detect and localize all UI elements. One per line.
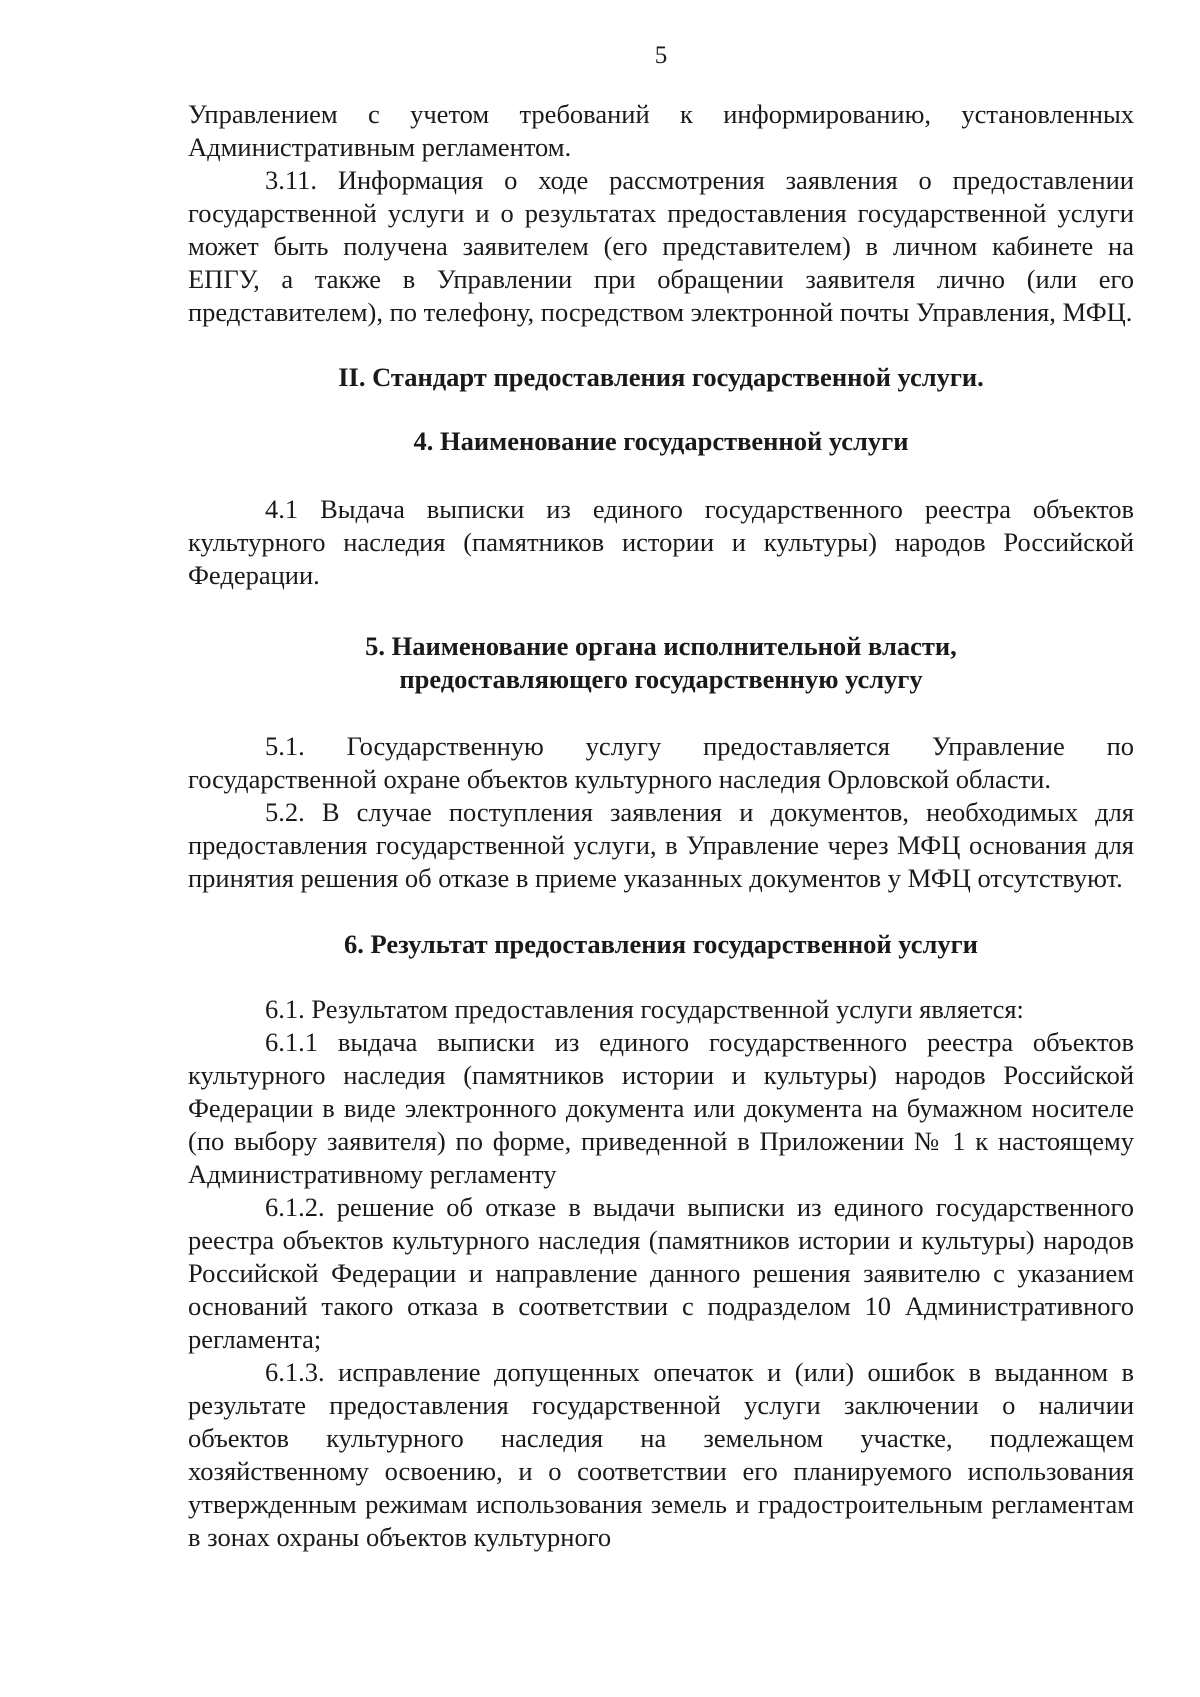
- paragraph-6-1-2: 6.1.2. решение об отказе в выдачи выписки из единого государственного реестра объектов культурного наследия (памятников истории и культуры) народов Российской Федерации и направление данного решения заявителю с указанием оснований такого отказа в соответствии с подразделом 10 Административного регламента;: [188, 1192, 1134, 1354]
- paragraph-6-1: 6.1. Результатом предоставления государственной услуги является:: [265, 994, 1024, 1024]
- heading-section-5-line-1: 5. Наименование органа исполнительной власти,: [365, 631, 957, 661]
- paragraph-5-2: 5.2. В случае поступления заявления и документов, необходимых для предоставления государственной услуги, в Управление через МФЦ основания для принятия решения об отказе в приеме указанных документов у МФЦ отсутствуют.: [188, 797, 1134, 893]
- paragraph-6-1-1: 6.1.1 выдача выписки из единого государственного реестра объектов культурного наследия (памятников истории и культуры) народов Российской Федерации в виде электронного документа или документа на бумажном носителе (по выбору заявителя) по форме, приведенной в Приложении № 1 к настоящему Административному регламенту: [188, 1027, 1134, 1189]
- paragraph-3-11: 3.11. Информация о ходе рассмотрения заявления о предоставлении государственной услуги и о результатах предоставления государственной услуги может быть получена заявителем (его представителем) в личном кабинете на ЕПГУ, а также в Управлении при обращении заявителя лично (или его представителем), по телефону, посредством электронной почты Управления, МФЦ.: [188, 165, 1134, 327]
- page-number: 5: [654, 42, 668, 69]
- heading-section-5: [188, 630, 1134, 696]
- heading-section-5-line-2: предоставляющего государственную услугу: [399, 664, 923, 694]
- paragraph-6-1-3: 6.1.3. исправление допущенных опечаток и (или) ошибок в выданном в результате предоставления государственной услуги заключении о наличии объектов культурного наследия на земельном участке, подлежащем хозяйственному освоению, и о соответствии его планируемого использования утвержденным режимам использования земель и градостроительным регламентам в зонах охраны объектов культурного: [188, 1357, 1134, 1552]
- document-page: [188, 40, 1134, 1554]
- paragraph-5-1: 5.1. Государственную услугу предоставляется Управление по государственной охране объектов культурного наследия Орловской области.: [188, 731, 1134, 794]
- heading-section-6: 6. Результат предоставления государственной услуги: [344, 929, 978, 959]
- paragraph-continuation: Управлением с учетом требований к информированию, установленных Административным регламентом.: [188, 99, 1134, 162]
- paragraph-4-1: 4.1 Выдача выписки из единого государственного реестра объектов культурного наследия (памятников истории и культуры) народов Российской Федерации.: [188, 494, 1134, 590]
- heading-part-2: II. Стандарт предоставления государственной услуги.: [338, 362, 984, 392]
- heading-section-4: 4. Наименование государственной услуги: [413, 426, 909, 456]
